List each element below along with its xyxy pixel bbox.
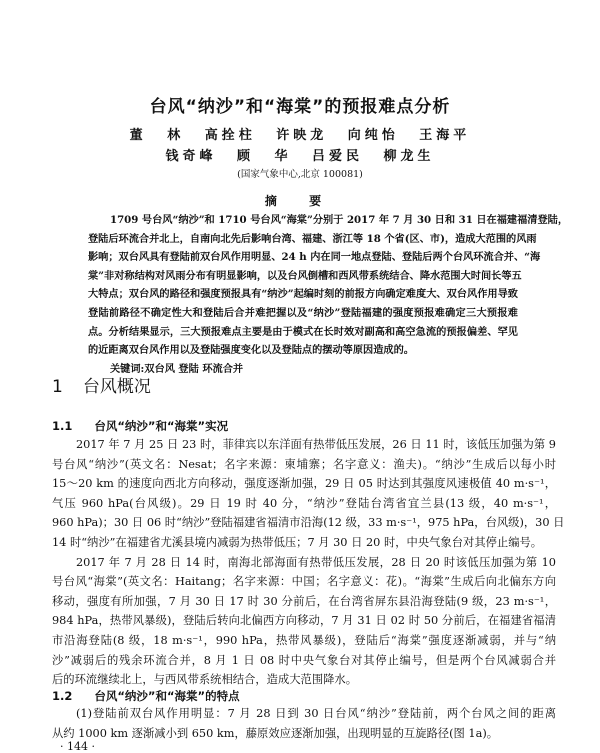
- section-title: 台风概况: [82, 377, 151, 397]
- body-line: 号台风“海棠”(英文名：Haitang；名字来源：中国；名字意义：花)。“海棠”生成后向北偏东方向: [52, 575, 556, 589]
- abstract-line: 1709 号台风“纳沙”和 1710 号台风“海棠”分别于 2017 年 7 月 30 日和 31 日在福建福清登陆，: [110, 214, 569, 226]
- body-line: 2017 年 7 月 28 日 14 时，南海北部海面有热带低压发展，28 日 20 时该低压加强为第 10: [76, 555, 556, 569]
- subsection-title: 台风“纳沙”和“海棠”的特点: [94, 689, 240, 703]
- abstract-line: 大特点；双台风的路径和强度预报具有“纳沙”起编时刻的前报方向确定难度大、双台风作用导致: [88, 288, 518, 301]
- body-line: 沙”减弱后的残余环流合并，8 月 1 日 08 时中央气象台对其停止编号，但是两个台风减弱合并: [52, 653, 556, 667]
- subsection-number: 1.1: [52, 419, 73, 433]
- abstract-line: 的近距离双台风作用以及登陆强度变化以及登陆点的摆动等原因造成的。: [88, 344, 414, 357]
- body-paragraphs-1-2: [52, 704, 556, 743]
- abstract-line: 点。分析结果显示，三大预报难点主要是由于模式在长时效对副高和高空急流的预报偏差、罕见: [88, 325, 518, 338]
- abstract-line: 登陆后环流合并北上，自南向北先后影响台湾、福建、浙江等 18 个省(区、市)，造成大范围的风雨: [88, 232, 537, 245]
- body-line: 984 hPa，热带风暴级)，登陆后转向北偏西方向移动，7 月 31 日 02 时 50 分前后，在福建省福清: [52, 614, 556, 628]
- abstract-line: 登陆前路径不确定性大和登陆后合并难把握以及“纳沙”登陆福建的强度预报难确定三大预报难: [88, 306, 518, 319]
- author-list-line-2: 钱奇峰 顾 华 吕爱民 柳龙生: [165, 149, 435, 164]
- body-line: 15～20 km 的速度向西北方向移动，强度逐渐加强，29 日 05 时达到其强度风速极值 40 m·s⁻¹，: [52, 477, 556, 491]
- abstract: [88, 211, 569, 378]
- body-line: 气压 960 hPa(台风级)。29 日 19 时 40 分，“纳沙”登陆台湾省宜兰县(13 级，40 m·s⁻¹，: [52, 496, 556, 510]
- body-paragraphs-1-1: [52, 435, 565, 690]
- affiliation: (国家气象中心,北京 100081): [237, 169, 363, 180]
- paper-title: 台风“纳沙”和“海棠”的预报难点分析: [149, 97, 451, 117]
- body-line: (1)登陆前双台风作用明显：7 月 28 日到 30 日台风“纳沙”登陆前，两个台风之间的距离: [76, 707, 556, 720]
- body-line: 市沿海登陆(8 级，18 m·s⁻¹，990 hPa，热带风暴级)，登陆后“海棠”强度逐渐减弱，并与“纳: [52, 633, 556, 647]
- body-line: 号台风“纳沙”(英文名：Nesat；名字来源：柬埔寨；名字意义：渔夫)。“纳沙”生成后以每小时: [52, 457, 556, 471]
- body-line: 960 hPa)；30 日 06 时“纳沙”登陆福建省福清市沿海(12 级，33 m·s⁻¹，975 hPa，台风级)，30 日: [52, 516, 565, 530]
- abstract-heading: 摘 要: [264, 194, 336, 208]
- body-line: 从约 1000 km 逐渐减小到 650 km，藤原效应逐渐加强，出现明显的互旋路径(图 1a)。: [52, 726, 499, 740]
- author-list-line-1: 董 林 高拴柱 许映龙 向纯怡 王海平: [129, 128, 471, 143]
- body-line: 14 时“纳沙”在福建省尤溪县境内减弱为热带低压；7 月 30 日 20 时，中央气象台对其停止编号。: [52, 535, 543, 549]
- subsection-title: 台风“纳沙”和“海棠”实况: [94, 419, 229, 433]
- body-line: 2017 年 7 月 25 日 23 时，菲律宾以东洋面有热带低压发展，26 日 11 时，该低压加强为第 9: [76, 438, 556, 451]
- body-line: 后的环流继续北上，与西风带系统相结合，造成大范围降水。: [52, 673, 358, 687]
- section-number: 1: [52, 377, 63, 397]
- subsection-heading: [52, 418, 228, 434]
- body-line: 移动，强度有所加强，7 月 30 日 17 时 30 分前后，在台湾省屏东县沿海登陆(9 级，23 m·s⁻¹，: [52, 594, 556, 608]
- abstract-line: 棠”非对称结构对风雨分布有明显影响，以及台风倒槽和西风带系统结合、降水范围大时间长等五: [88, 269, 522, 282]
- page-number: · 144 ·: [60, 740, 95, 753]
- section-heading: [52, 372, 151, 397]
- subsection-number: 1.2: [52, 689, 73, 703]
- subsection-heading: [52, 688, 240, 704]
- keywords: 关键词:双台风 登陆 环流合并: [110, 362, 244, 375]
- abstract-line: 影响；双台风具有登陆前双台风作用明显、24 h 内在同一地点登陆、登陆后两个台风环流合并、“海: [88, 251, 541, 264]
